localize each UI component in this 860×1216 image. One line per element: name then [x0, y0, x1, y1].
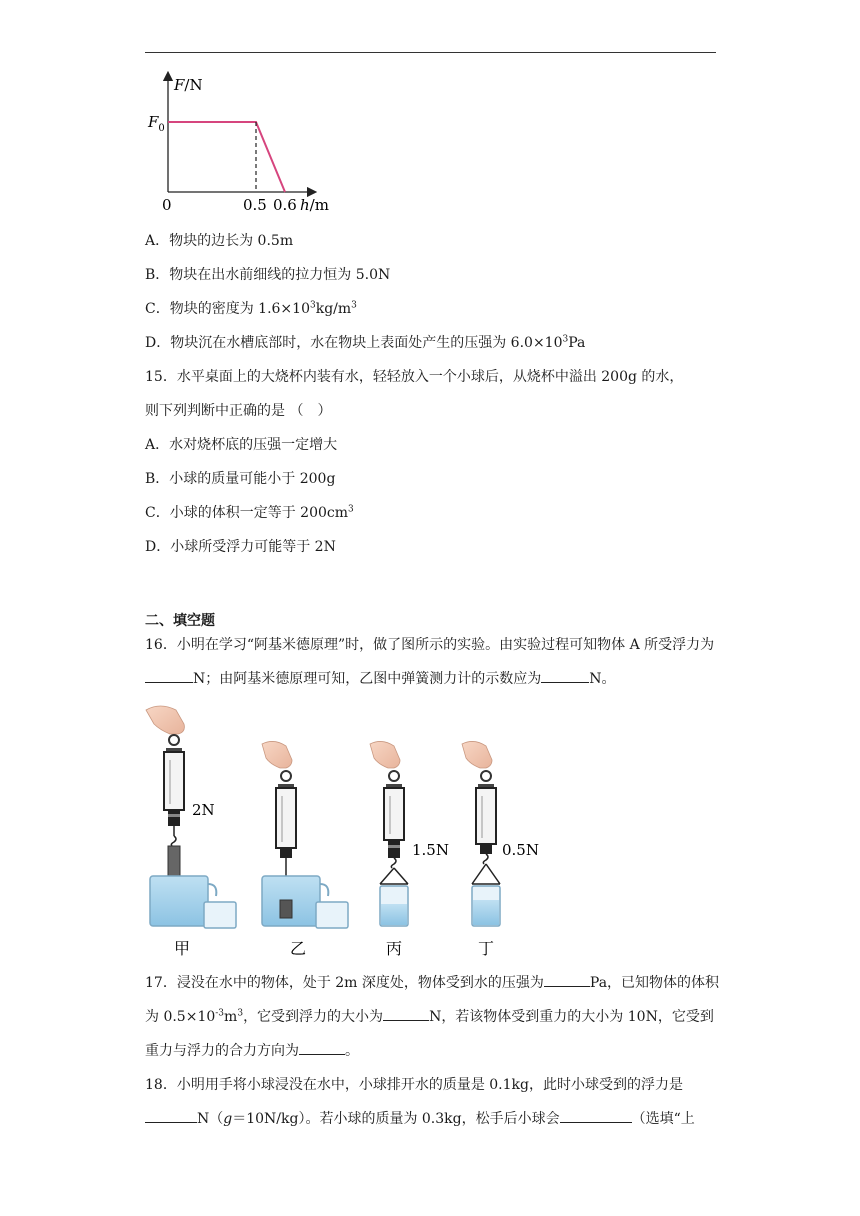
- q17-blank-1[interactable]: [544, 972, 590, 987]
- caption-ding: 丁: [478, 939, 495, 958]
- hand-icon: [462, 741, 492, 768]
- q15-option-d: D．小球所受浮力可能等于 2N: [145, 539, 336, 555]
- x-tick-05: 0.5: [243, 196, 267, 214]
- hand-icon: [370, 741, 400, 768]
- f0-label: $F_0$: [148, 113, 165, 134]
- hand-icon: [146, 706, 184, 734]
- x-axis-label: h/m: [300, 196, 329, 214]
- apparatus-yi: [262, 741, 348, 928]
- q18-blank-1[interactable]: [145, 1108, 197, 1123]
- q15-option-c: C．小球的体积一定等于 $200cm^3$: [145, 504, 354, 521]
- apparatus-jia: [146, 706, 236, 928]
- q14-option-d: D．物块沉在水槽底部时，水在物块上表面处产生的压强为 $6.0\times 10^3Pa$: [145, 334, 586, 351]
- y-axis-label: F/N: [174, 76, 203, 94]
- header-rule: [145, 52, 716, 53]
- q17-blank-3[interactable]: [299, 1040, 345, 1055]
- x-tick-0: 0: [162, 196, 172, 214]
- q14-option-a: A．物块的边长为 0.5m: [145, 233, 294, 249]
- caption-bing: 丙: [386, 939, 403, 958]
- hand-icon: [262, 741, 292, 768]
- q18-blank-2[interactable]: [560, 1108, 632, 1123]
- x-tick-06: 0.6: [273, 196, 297, 214]
- reading-bing: 1.5N: [412, 841, 449, 859]
- reading-ding: 0.5N: [502, 841, 539, 859]
- experiment-figure: [140, 700, 560, 962]
- q15-stem-line2: 则下列判断中正确的是 （ ）: [145, 403, 332, 419]
- apparatus-ding: [462, 741, 500, 926]
- apparatus-bing: [370, 741, 408, 926]
- q15-stem-line1: 15．水平桌面上的大烧杯内装有水，轻轻放入一个小球后，从烧杯中溢出 200g 的水，: [145, 369, 684, 385]
- caption-jia: 甲: [174, 939, 191, 958]
- force-line: [168, 122, 285, 192]
- q17-blank-2[interactable]: [383, 1006, 429, 1021]
- q18-text: 18．小明用手将小球浸没在水中，小球排开水的质量是 0.1kg，此时小球受到的浮力是N（g＝10N/kg）。若小球的质量为 0.3kg，松手后小球会 （选填“上: [145, 1077, 695, 1127]
- q14-option-b: B．物块在出水前细线的拉力恒为 5.0N: [145, 267, 391, 283]
- q16-text: 16．小明在学习“阿基米德原理”时，做了图所示的实验。由实验过程可知物体 A 所受浮力为N；由阿基米德原理可知，乙图中弹簧测力计的示数应为 N。: [145, 637, 715, 687]
- q16-blank-2[interactable]: [541, 668, 589, 683]
- q16-blank-1[interactable]: [145, 668, 193, 683]
- caption-yi: 乙: [290, 939, 307, 958]
- section-title: 二、填空题: [145, 613, 215, 629]
- q14-option-c: C．物块的密度为 $1.6\times 10^3kg/m^3$: [145, 300, 357, 317]
- force-depth-graph: [140, 70, 340, 220]
- q15-option-a: A．水对烧杯底的压强一定增大: [145, 437, 338, 453]
- q15-option-b: B．小球的质量可能小于 200g: [145, 471, 336, 487]
- q17-text: 17．浸没在水中的物体，处于 2m 深度处，物体受到水的压强为 Pa，已知物体的体积为 $0.5\times 10^{-3}m^3$，它受到浮力的大小为 N，若该物体受到重力的大小为 10N，它受到重力与浮力的合力方向为 。: [145, 966, 720, 1068]
- reading-jia: 2N: [192, 801, 215, 819]
